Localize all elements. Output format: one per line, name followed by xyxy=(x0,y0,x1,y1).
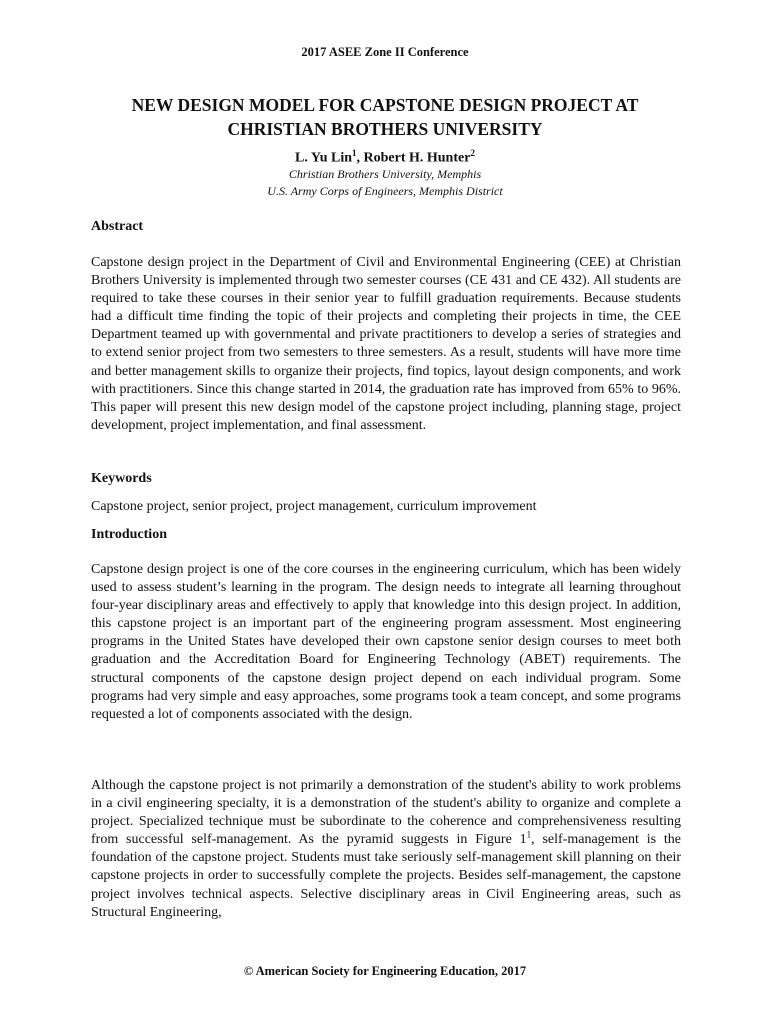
introduction-paragraph: Capstone design project is one of the core courses in the engineering curriculum, which has been widely used to assess student’s learning in the program. The design needs to integrate all learning throughout four-year disciplinary areas and effectively to apply that knowledge into this design project. In addition, this capstone project is an important part of the engineering program assessment. Most engineering programs in the United States have developed their own capstone senior design courses to meet both graduation and the Accreditation Board for Engineering Technology (ABET) requirements. The structural components of the capstone design project depend on each individual program. Some programs had very simple and easy approaches, some programs took a team concept, and some programs requested a lot of components associated with the design. xyxy=(91,562,681,722)
paper-title: NEW DESIGN MODEL FOR CAPSTONE DESIGN PROJECT AT CHRISTIAN BROTHERS UNIVERSITY xyxy=(131,95,639,139)
paragraph-text: Although the capstone project is not primarily a demonstration of the student's ability to work problems in a civil engineering specialty, it is a demonstration of the student's ability to organize and complete a project. Specialized technique must be subordinate to the coherence and comprehensiveness resulting from successful self-management. As the pyramid suggests in Figure 1 xyxy=(91,778,681,848)
keywords-text: Capstone project, senior project, project management, curriculum improvement xyxy=(91,499,537,514)
copyright-footer: © American Society for Engineering Education, 2017 xyxy=(243,964,527,978)
author-name: L. Yu Lin xyxy=(295,150,352,166)
footnote-mark: 1 xyxy=(526,829,532,840)
conference-header: 2017 ASEE Zone II Conference xyxy=(301,45,469,59)
keywords-heading: Keywords xyxy=(91,471,152,486)
affiliation: U.S. Army Corps of Engineers, Memphis District xyxy=(267,184,503,198)
abstract-text: Capstone design project in the Department of Civil and Environmental Engineering (CEE) at Christian Brothers University is implemented through two semester courses (CE 431 and CE 432). All students are required to take these courses in their senior year to fulfill graduation requirements. Because students had a difficult time finding the topic of their projects and completing their projects in time, the CEE Department teamed up with governmental and private practitioners to develop a series of strategies and to extend senior project from two semesters to three semesters. As a result, students will have more time and better management skills to organize their projects, find topics, layout design components, and work with practitioners. Since this change started in 2014, the graduation rate has improved from 65% to 96%. This paper will present this new design model of the capstone project including, planning stage, project development, project implementation, and final assessment. xyxy=(91,255,681,433)
author-affiliation-mark: 2 xyxy=(470,148,475,158)
author-line xyxy=(0,148,770,167)
author-name: Robert H. Hunter xyxy=(363,150,471,166)
affiliation: Christian Brothers University, Memphis xyxy=(288,167,482,181)
introduction-paragraph xyxy=(91,777,681,922)
author-separator: , xyxy=(356,150,364,166)
introduction-heading: Introduction xyxy=(91,527,167,542)
author-affiliation-mark: 1 xyxy=(352,148,357,158)
paragraph-text: , self-management is the foundation of the capstone project. Students must take seriously self-management skill planning on their capstone projects in order to successfully complete the projects. Besides self-management, the capstone project involves technical aspects. Selective disciplinary areas in Civil Engineering areas, such as Structural Engineering, xyxy=(91,832,681,920)
abstract-heading: Abstract xyxy=(91,219,144,234)
